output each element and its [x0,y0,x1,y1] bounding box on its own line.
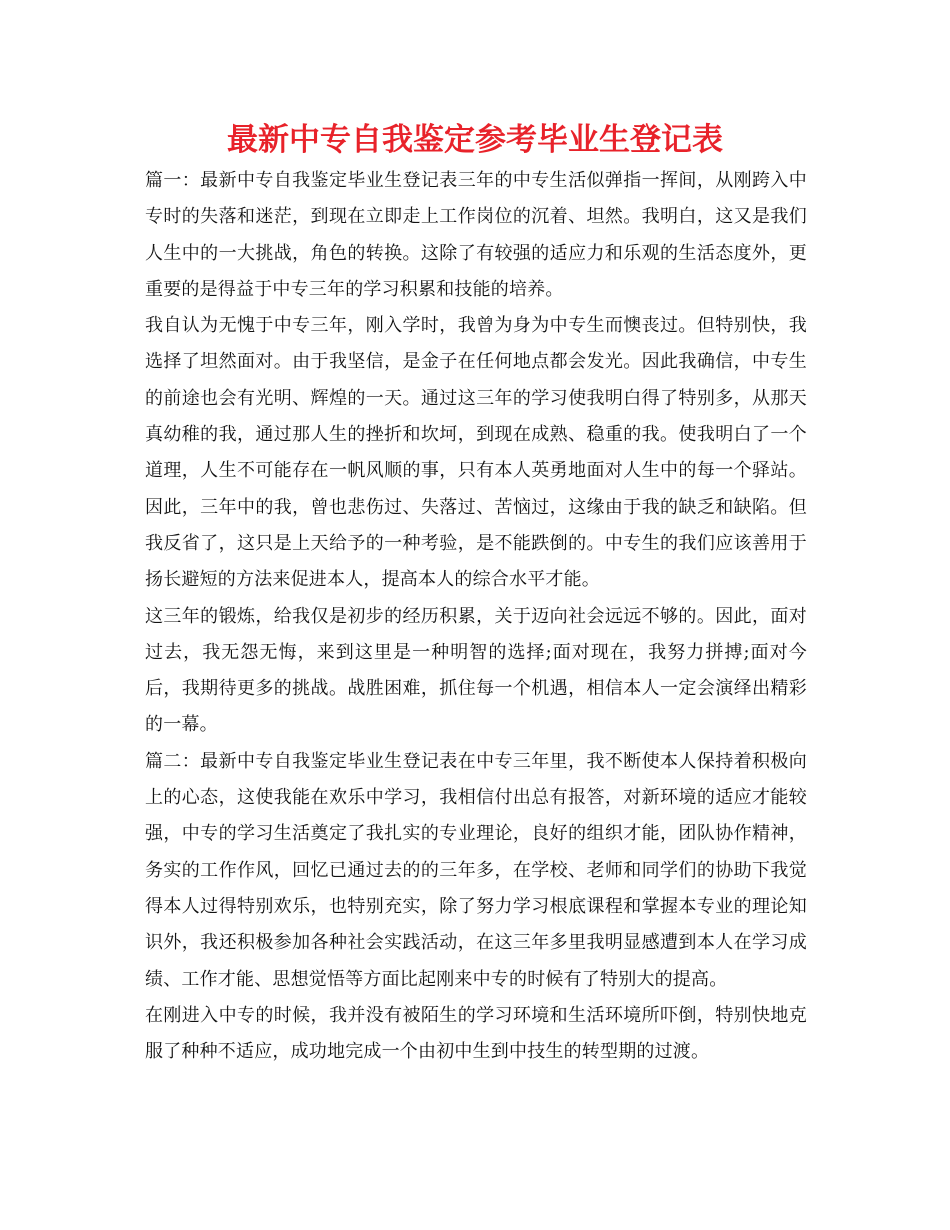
document-body [145,163,807,1070]
document-title: 最新中专自我鉴定参考毕业生登记表 [227,122,723,158]
paragraph-1: 篇一：最新中专自我鉴定毕业生登记表三年的中专生活似弹指一挥间，从刚跨入中专时的失落和迷茫，到现在立即走上工作岗位的沉着、坦然。我明白，这又是我们人生中的一大挑战，角色的转换。这除了有较强的适应力和乐观的生活态度外，更重要的是得益于中专三年的学习积累和技能的培养。 [145,170,807,300]
paragraph-2: 我自认为无愧于中专三年，刚入学时，我曾为身为中专生而懊丧过。但特别快，我选择了坦然面对。由于我坚信，是金子在任何地点都会发光。因此我确信，中专生的前途也会有光明、辉煌的一天。通过这三年的学习使我明白得了特别多，从那天真幼稚的我，通过那人生的挫折和坎坷，到现在成熟、稳重的我。使我明白了一个道理，人生不可能存在一帆风顺的事，只有本人英勇地面对人生中的每一个驿站。因此，三年中的我，曾也悲伤过、失落过、苦恼过，这缘由于我的缺乏和缺陷。但我反省了，这只是上天给予的一种考验，是不能跌倒的。中专生的我们应该善用于扬长避短的方法来促进本人，提高本人的综合水平才能。 [145,315,807,591]
paragraph-3: 这三年的锻炼，给我仅是初步的经历积累，关于迈向社会远远不够的。因此，面对过去，我无怨无悔，来到这里是一种明智的选择;面对现在，我努力拼搏;面对今后，我期待更多的挑战。战胜困难，抓住每一个机遇，相信本人一定会演绎出精彩的一幕。 [145,605,807,736]
paragraph-5: 在刚进入中专的时候，我并没有被陌生的学习环境和生活环境所吓倒，特别快地克服了种种不适应，成功地完成一个由初中生到中技生的转型期的过渡。 [145,1004,807,1063]
paragraph-4: 篇二：最新中专自我鉴定毕业生登记表在中专三年里，我不断使本人保持着积极向上的心态，这使我能在欢乐中学习，我相信付出总有报答，对新环境的适应才能较强，中专的学习生活奠定了我扎实的专业理论，良好的组织才能，团队协作精神，务实的工作作风，回忆已通过去的的三年多，在学校、老师和同学们的协助下我觉得本人过得特别欢乐，也特别充实，除了努力学习根底课程和掌握本专业的理论知识外，我还积极参加各种社会实践活动，在这三年多里我明显感遭到本人在学习成绩、工作才能、思想觉悟等方面比起刚来中专的时候有了特别大的提高。 [145,750,807,990]
